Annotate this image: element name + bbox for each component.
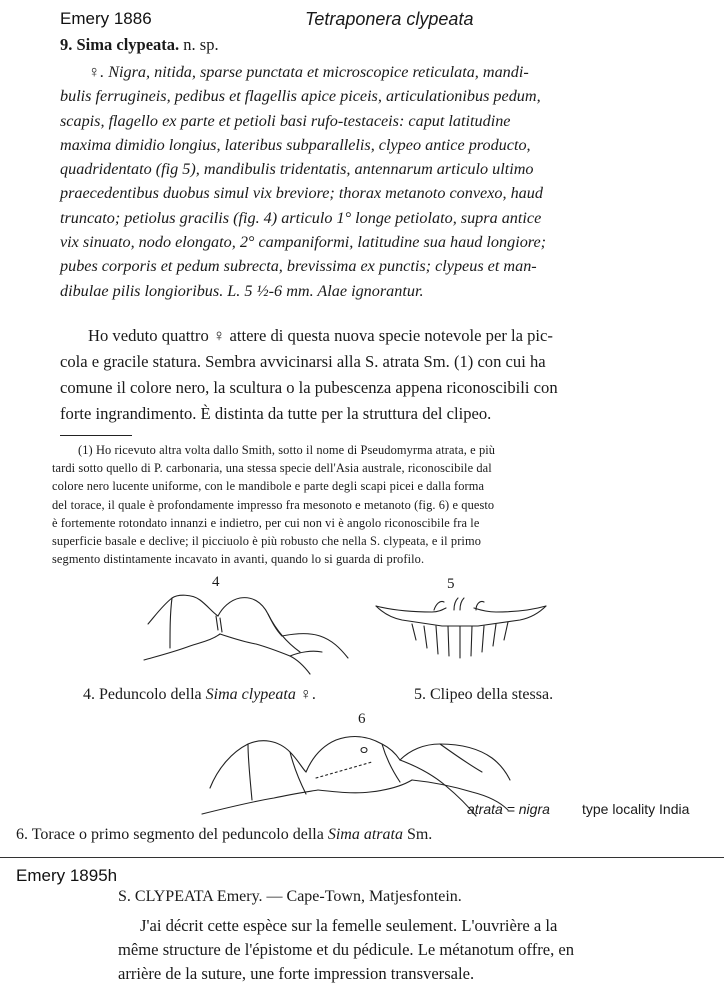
section-divider	[0, 857, 724, 858]
footnote-line: del torace, il quale è profondamente impresso fra mesonoto e metanoto (fig. 6) e questo	[52, 497, 495, 512]
description-line: pubes corporis et pedum subrecta, brevissima ex punctis; clypeus et man-	[60, 257, 537, 276]
caption-figure-4	[83, 686, 316, 704]
figure-5-clypeus-drawing	[372, 596, 550, 666]
section-1895-heading: S. CLYPEATA Emery. — Cape-Town, Matjesfontein.	[118, 888, 462, 905]
figure-4-peduncle-drawing	[140, 586, 355, 678]
section-1895-text	[118, 914, 574, 986]
footnote-line: è fortemente rotondato innanzi e indietro, per cui non vi è angolo riconoscibile fra le	[52, 515, 480, 530]
caption-6-suffix: Sm.	[402, 826, 433, 843]
footnote-rule	[60, 435, 132, 436]
caption-6-species: Sima atrata	[327, 826, 403, 843]
section-1895-line: J'ai décrit cette espèce sur la femelle seulement. L'ouvrière a la	[140, 916, 558, 935]
footnote-line: segmento distintamente incavato in avanti, quando lo si guarda di profilo.	[52, 552, 425, 567]
latin-description	[60, 60, 715, 303]
description-line: ♀. Nigra, nitida, sparse punctata et microscopice reticulata, mandi-	[88, 63, 529, 81]
footnote	[52, 441, 495, 568]
footnote-line: (1) Ho ricevuto altra volta dallo Smith, sotto il nome di Pseudomyrma atrata, e più	[78, 443, 496, 457]
description-line: vix sinuato, nodo elongato, 2° campaniformi, latitudine sua haud longiore;	[60, 233, 547, 252]
caption-4-prefix: 4. Peduncolo della	[83, 686, 206, 703]
commentary-line: comune il colore nero, la scultura o la pubescenza appena riconoscibili con	[60, 378, 558, 397]
description-line: quadridentato (fig 5), mandibulis tridentatis, antennarum articulo ultimo	[60, 160, 534, 179]
caption-4-species: Sima clypeata	[205, 686, 296, 703]
description-line: truncato; petiolus gracilis (fig. 4) articulo 1° longe petiolato, supra antice	[60, 208, 542, 227]
description-line: bulis ferrugineis, pedibus et flagellis apice piceis, articulationibus pedum,	[60, 87, 541, 106]
entry-heading-status: n. sp.	[179, 35, 219, 54]
commentary-line: forte ingrandimento. È distinta da tutte per la struttura del clipeo.	[60, 404, 492, 423]
commentary-line: Ho veduto quattro ♀ attere di questa nuova specie notevole per la pic-	[88, 326, 553, 345]
footnote-line: superficie basale e declive; il picciuolo è più robusto che nella S. clypeata, e il primo	[52, 534, 482, 549]
entry-heading-name: 9. Sima clypeata.	[60, 35, 180, 54]
commentary-line: cola e gracile statura. Sembra avvicinarsi alla S. atrata Sm. (1) con cui ha	[60, 352, 546, 371]
section-1895-line: arrière de la suture, une forte impression transversale.	[118, 964, 475, 983]
description-line: maxima dimidio longius, lateribus subparallelis, clypeo antice producto,	[60, 135, 531, 154]
description-line: dibulae pilis longioribus. L. 5 ½-6 mm. Alae ignorantur.	[60, 281, 424, 300]
figure-5-number: 5	[447, 576, 455, 592]
footnote-line: colore nero lucente uniforme, con le mandibole e parte degli scapi picei e dalla forma	[52, 479, 485, 494]
description-line: scapis, flagello ex parte et petioli basi rufo-testaceis: caput latitudine	[60, 111, 511, 130]
commentary	[60, 323, 558, 427]
entry-heading	[60, 35, 219, 55]
species-title: Tetraponera clypeata	[305, 9, 474, 29]
caption-figure-6	[16, 826, 432, 844]
synonym-note: atrata = nigra	[467, 801, 550, 817]
caption-6-prefix: 6. Torace o primo segmento del peduncolo della	[16, 826, 328, 843]
caption-4-suffix: ♀.	[295, 686, 316, 703]
type-locality-note: type locality India	[582, 801, 690, 817]
source-label-1895: Emery 1895h	[16, 866, 118, 885]
section-1895-line: même structure de l'épistome et du pédicule. Le métanotum offre, en	[118, 940, 575, 959]
source-label-1886: Emery 1886	[60, 9, 152, 28]
figure-4-number: 4	[212, 574, 220, 590]
description-line: praecedentibus duobus simul vix breviore; thorax metanoto convexo, haud	[60, 184, 543, 203]
footnote-line: tardi sotto quello di P. carbonaria, una stessa specie dell'Asia australe, riconoscibile dal	[52, 461, 492, 476]
caption-figure-5: 5. Clipeo della stessa.	[414, 686, 554, 703]
figure-6-number: 6	[358, 711, 366, 727]
